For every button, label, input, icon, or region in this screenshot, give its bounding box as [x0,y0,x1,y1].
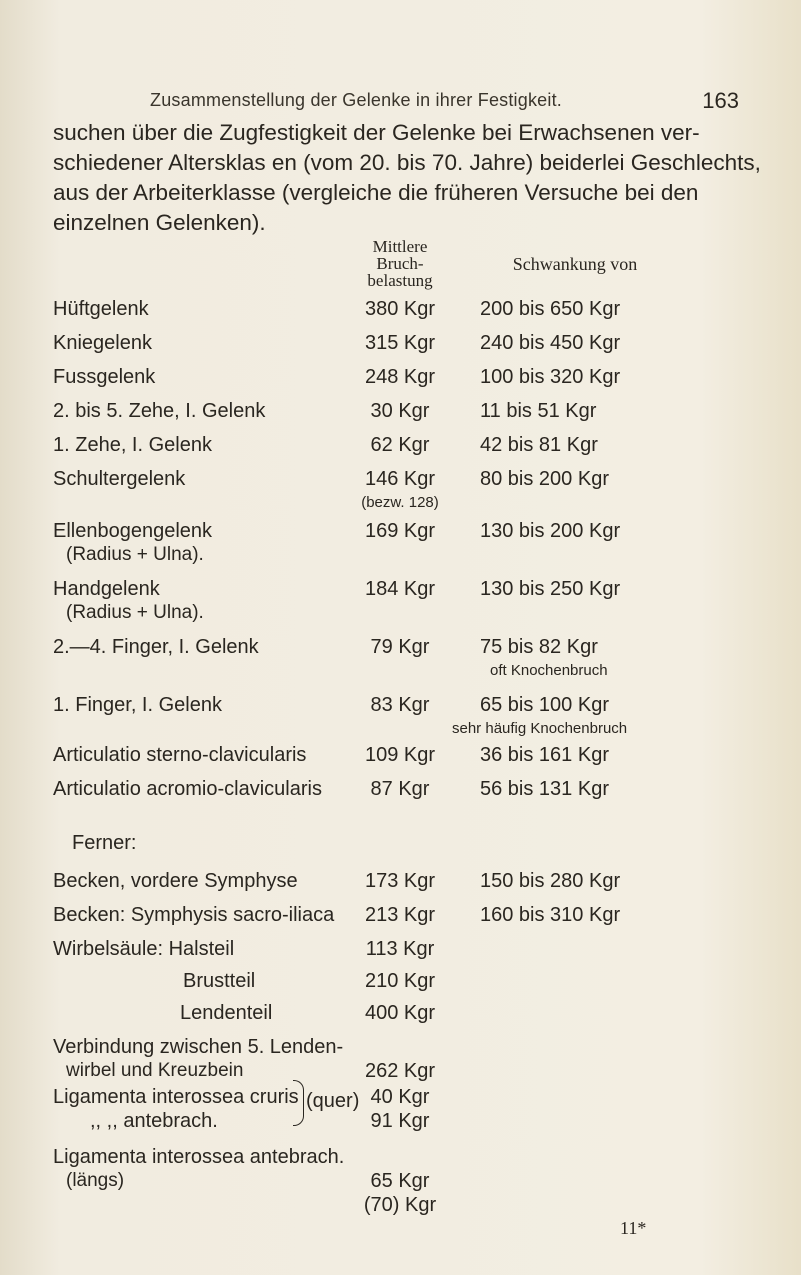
column-header-range: Schwankung von [512,254,638,274]
section-heading-ferner: Ferner: [72,832,137,854]
brace [293,1080,304,1126]
signature-mark: 11* [620,1218,647,1238]
intro-line: suchen über die Zugfestigkeit der Gelenke bei Erwachsenen ver- [53,120,700,145]
intro-line: einzelnen Gelenken). [53,210,266,235]
header-title: Zusammenstellung der Gelenke in ihrer Festigkeit. [150,90,562,110]
book-page: Zusammenstellung der Gelenke in ihrer Festigkeit. 163 suchen über die Zugfestigkeit der Gelenke bei Erwachsenen ver- schiedener Altersklas en (vom 20. bis 70. Jahre) beiderlei Geschlechts, aus der Arbeiterklasse (vergleiche die früheren Versuche bei den einzelnen Gelenken). Mittlere Bruch- belastung Schwankung von Hüftgelenk 380 Kgr 200 bis 650 Kgr Kniegelenk 315 Kgr 240 bis 450 Kgr Fussgelenk 248 Kgr 100 bis 320 Kgr 2. bis 5. Zehe, I. Gelenk 30 Kgr 11 bis 51 Kgr 1. Zehe, I. Gelenk 62 Kgr 42 bis 81 Kgr Schultergelenk 146 Kgr (bezw. 128) 80 bis 200 Kgr Ellenbogengelenk (Radius + Ulna). 169 Kgr 130 bis 200 Kgr Handgelenk (Radius + Ulna). 184 Kgr 130 bis 250 Kgr 2.—4. Finger, I. Gelenk 79 Kgr 75 bis 82 Kgr oft Knochenbruch 1. Finger, I. Gelenk 83 Kgr 65 bis 100 Kgr sehr häufig Knochenbruch Articulatio sterno-clavicularis 109 Kgr 36 bis 161 Kgr Articulatio acromio-clavicularis 87 Kgr 56 bis 131 Kgr Ferner: Becken, vordere Symphyse 173 Kgr 150 bis 280 Kgr Becken: Symphysis sacro-iliaca 213 Kgr 160 bis 310 Kgr Wirbelsäule: Halsteil 113 Kgr Brustteil 210 Kgr Lendenteil 400 Kgr Verbindung zwischen 5. Lenden- wirbel und Kreuzbein 262 Kgr Ligamenta interossea cruris 40 Kgr ,, ,, antebrach. 91 Kgr (quer) Ligamenta interossea antebrach. (längs) 65 Kgr (70) Kgr 11* [0,0,801,1275]
column-header-mean: Mittlere Bruch- belastung [367,237,433,290]
brace-label: (quer) [306,1090,360,1112]
running-header [140,88,739,120]
intro-paragraph [53,118,763,238]
page-number: 163 [702,88,739,113]
intro-line: schiedener Altersklas en (vom 20. bis 70. Jahre) beiderlei Geschlechts, [53,150,761,175]
intro-line: aus der Arbeiterklasse (vergleiche die früheren Versuche bei den [53,180,699,205]
